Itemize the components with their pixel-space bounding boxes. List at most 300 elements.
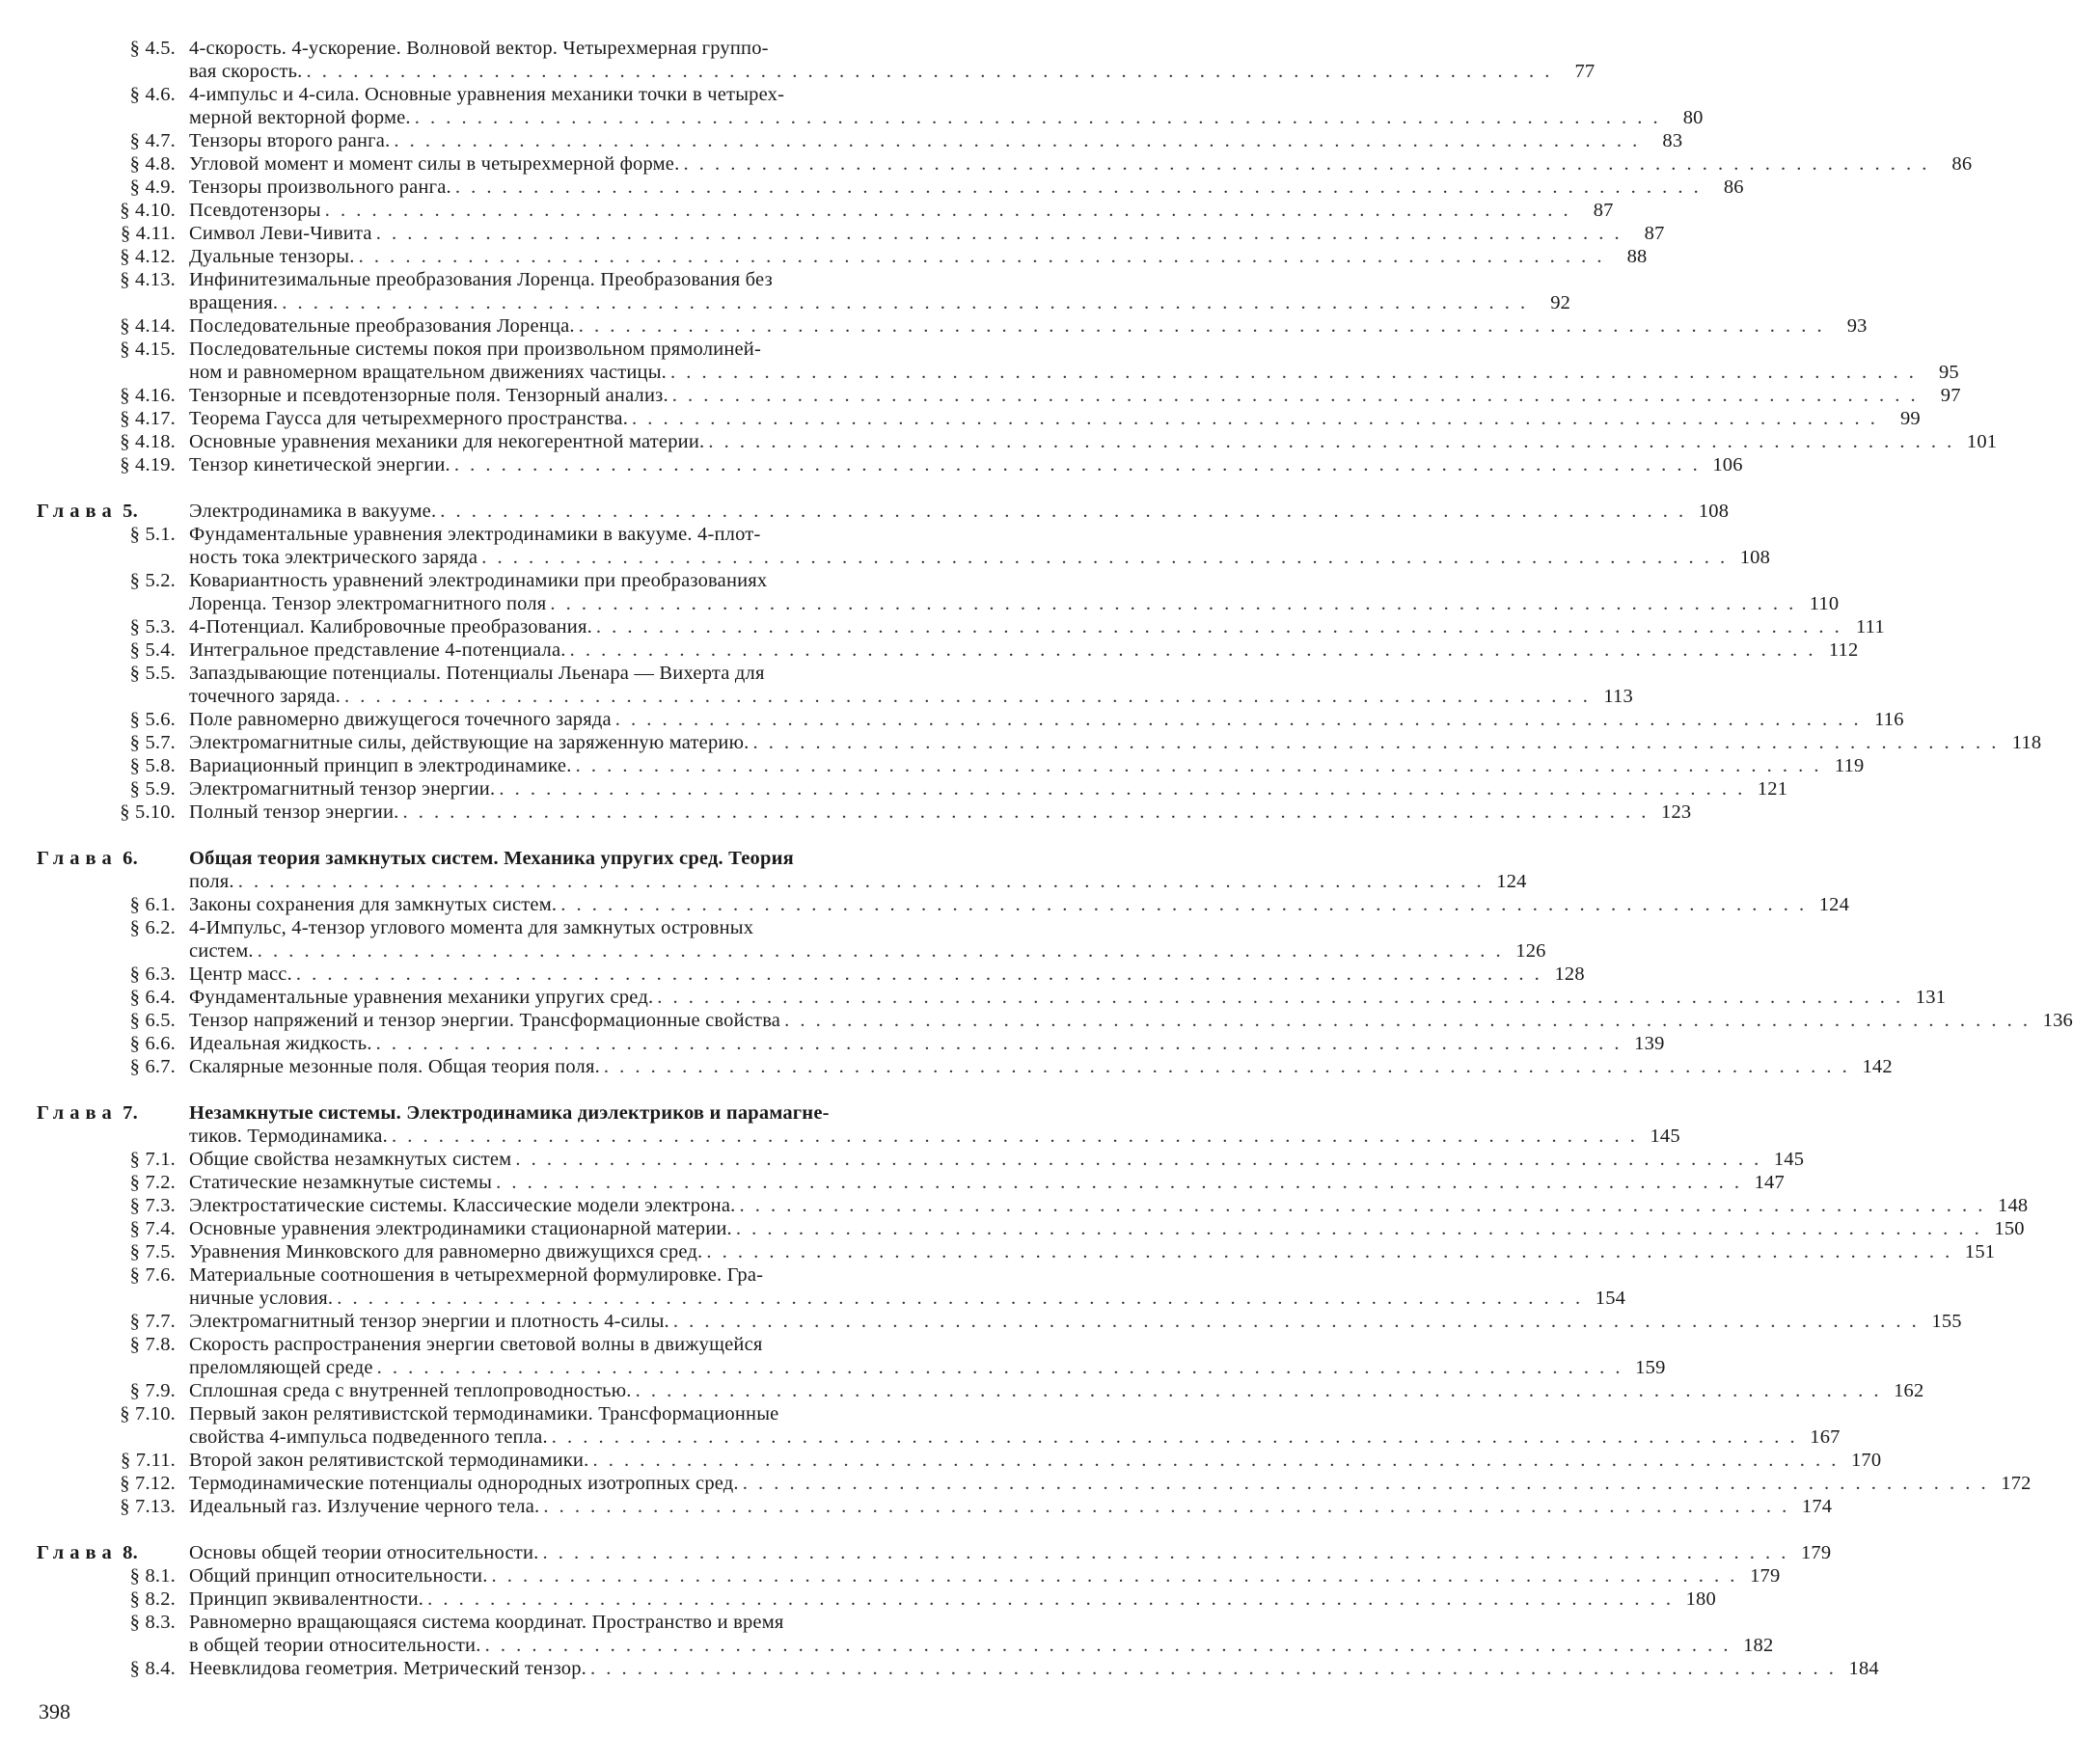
entry-title — [189, 662, 1633, 708]
page-ref: 106 — [1712, 454, 1743, 475]
title-line: Полный тензор энергии. — [189, 801, 399, 823]
title-line: ность тока электрического заряда — [189, 547, 478, 568]
title-last-line — [189, 939, 1546, 963]
title-last-line — [189, 1310, 1962, 1333]
page-ref: 110 — [1809, 593, 1840, 614]
title-line: Равномерно вращающаяся система координат. Пространство и время — [189, 1612, 784, 1633]
title-last-line — [189, 1634, 1773, 1657]
dot-leader: . . . . . . . . . . . . . . . . . . . . . . . . . . . . . . . . . . . . . . . . . . . . . . . . . . . . . . . . . . . . . . . . . . . . . . . . . . . . . . . . — [683, 153, 1930, 175]
title-line: Тензоры произвольного ранга. — [189, 176, 451, 198]
title-last-line — [189, 129, 1682, 152]
title-line: Электромагнитные силы, действующие на заряженную материю. — [189, 732, 750, 753]
group-spacer — [37, 476, 1011, 500]
dot-leader: . . . . . . . . . . . . . . . . . . . . . . . . . . . . . . . . . . . . . . . . . . . . . . . . . . . . . . . . . . . . . . . . . . . . . . . . . . . . . . . . — [499, 778, 1746, 800]
toc-entry[interactable] — [37, 777, 1788, 801]
toc-entry[interactable] — [37, 1588, 1716, 1611]
dot-leader: . . . . . . . . . . . . . . . . . . . . . . . . . . . . . . . . . . . . . . . . . . . . . . . . . . . . . . . . . . . . . . . . . . . . . . . . . . . . . . . . — [391, 1126, 1638, 1147]
title-line: Последовательные преобразования Лоренца. — [189, 315, 575, 337]
title-line: Уравнения Минковского для равномерно движущихся сред. — [189, 1241, 703, 1262]
dot-leader: . . . . . . . . . . . . . . . . . . . . . . . . . . . . . . . . . . . . . . . . . . . . . . . . . . . . . . . . . . . . . . . . . . . . . . . . . . . . . . . . — [414, 107, 1661, 128]
title-last-line — [189, 708, 1904, 731]
dot-leader: . . . . . . . . . . . . . . . . . . . . . . . . . . . . . . . . . . . . . . . . . . . . . . . . . . . . . . . . . . . . . . . . . . . . . . . . . . . . . . . . — [481, 547, 1729, 568]
title-last-line — [189, 754, 1864, 777]
page-ref: 180 — [1685, 1588, 1716, 1610]
toc-entry[interactable] — [37, 407, 1921, 430]
section-number: § 6.3. — [129, 963, 176, 985]
section-number: § 5.5. — [129, 663, 176, 684]
dot-leader: . . . . . . . . . . . . . . . . . . . . . . . . . . . . . . . . . . . . . . . . . . . . . . . . . . . . . . . . . . . . . . . . . . . . . . . . . . . . . . . . — [595, 616, 1842, 638]
title-last-line — [189, 1287, 1625, 1310]
entry-title — [189, 569, 1839, 615]
toc-entry[interactable] — [37, 1009, 2073, 1032]
title-line: Символ Леви-Чивита — [189, 223, 372, 244]
title-line: преломляющей среде — [189, 1357, 373, 1378]
toc-entry[interactable] — [37, 986, 1947, 1009]
entry-title — [189, 1217, 2025, 1240]
section-number: § 5.7. — [129, 732, 176, 753]
dot-leader: . . . . . . . . . . . . . . . . . . . . . . . . . . . . . . . . . . . . . . . . . . . . . . . . . . . . . . . . . . . . . . . . . . . . . . . . . . . . . . . . — [453, 454, 1701, 475]
toc-entry[interactable] — [37, 1263, 1626, 1310]
entry-title — [189, 1495, 1832, 1518]
title-line: 4-Потенциал. Калибровочные преобразования. — [189, 616, 592, 638]
dot-leader: . . . . . . . . . . . . . . . . . . . . . . . . . . . . . . . . . . . . . . . . . . . . . . . . . . . . . . . . . . . . . . . . . . . . . . . . . . . . . . . . — [454, 176, 1702, 198]
section-number: § 7.10. — [120, 1403, 176, 1425]
section-number: § 4.12. — [120, 246, 176, 267]
toc-entry[interactable] — [37, 245, 1648, 268]
entry-title — [189, 963, 1585, 986]
toc-entry[interactable] — [37, 1055, 1893, 1078]
chapter-label: Глава — [37, 1542, 118, 1563]
page-ref: 145 — [1773, 1149, 1805, 1170]
page-ref: 87 — [1593, 200, 1614, 221]
toc-entry[interactable] — [37, 83, 1704, 129]
toc-entry[interactable] — [37, 801, 1692, 824]
title-last-line — [189, 1472, 2032, 1495]
entry-title — [189, 37, 1595, 83]
dot-leader: . . . . . . . . . . . . . . . . . . . . . . . . . . . . . . . . . . . . . . . . . . . . . . . . . . . . . . . . . . . . . . . . . . . . . . . . . . . . . . . . — [295, 963, 1542, 985]
chapter-number-value: 7. — [117, 1102, 138, 1124]
page-ref: 126 — [1515, 940, 1546, 962]
title-line: Второй закон релятивистской термодинамики. — [189, 1450, 589, 1471]
title-line: 4-Импульс, 4-тензор углового момента для замкнутых островных — [189, 917, 754, 938]
title-last-line — [189, 1055, 1893, 1078]
toc-entry[interactable] — [37, 893, 1850, 916]
title-last-line — [189, 1564, 1780, 1588]
title-line: Электростатические системы. Классические модели электрона. — [189, 1195, 736, 1216]
toc-entry[interactable] — [37, 176, 1744, 199]
chapter-heading[interactable] — [37, 500, 1730, 523]
chapter-number — [37, 1101, 189, 1148]
title-last-line — [189, 731, 2041, 754]
toc-entry[interactable] — [37, 338, 1959, 384]
toc-entry[interactable] — [37, 1402, 1841, 1449]
dot-leader: . . . . . . . . . . . . . . . . . . . . . . . . . . . . . . . . . . . . . . . . . . . . . . . . . . . . . . . . . . . . . . . . . . . . . . . . . . . . . . . . — [578, 315, 1825, 337]
toc-entry[interactable] — [37, 1564, 1781, 1588]
dot-leader: . . . . . . . . . . . . . . . . . . . . . . . . . . . . . . . . . . . . . . . . . . . . . . . . . . . . . . . . . . . . . . . . . . . . . . . . . . . . . . . . — [603, 1056, 1850, 1077]
section-number: § 5.3. — [129, 616, 176, 638]
dot-leader: . . . . . . . . . . . . . . . . . . . . . . . . . . . . . . . . . . . . . . . . . . . . . . . . . . . . . . . . . . . . . . . . . . . . . . . . . . . . . . . . — [402, 801, 1650, 823]
section-number: § 7.13. — [120, 1496, 176, 1517]
title-line: Идеальная жидкость. — [189, 1033, 372, 1054]
toc-entry[interactable] — [37, 1240, 1996, 1263]
title-line: Первый закон релятивистской термодинамики. Трансформационные — [189, 1403, 779, 1425]
title-line: Запаздывающие потенциалы. Потенциалы Льенара — Вихерта для — [189, 663, 765, 684]
dot-leader: . . . . . . . . . . . . . . . . . . . . . . . . . . . . . . . . . . . . . . . . . . . . . . . . . . . . . . . . . . . . . . . . . . . . . . . . . . . . . . . . — [635, 1380, 1882, 1401]
title-line: 4-скорость. 4-ускорение. Волновой вектор. Четырехмерная группо- — [189, 38, 769, 59]
toc-entry[interactable] — [37, 1657, 1879, 1680]
dot-leader: . . . . . . . . . . . . . . . . . . . . . . . . . . . . . . . . . . . . . . . . . . . . . . . . . . . . . . . . . . . . . . . . . . . . . . . . . . . . . . . . — [735, 1218, 1982, 1239]
entry-title — [189, 1333, 1666, 1379]
section-number: § 7.11. — [120, 1450, 176, 1471]
entry-title — [189, 1402, 1841, 1449]
entry-title — [189, 1009, 2073, 1032]
title-last-line — [189, 777, 1787, 801]
section-number: § 6.6. — [129, 1033, 176, 1054]
dot-leader: . . . . . . . . . . . . . . . . . . . . . . . . . . . . . . . . . . . . . . . . . . . . . . . . . . . . . . . . . . . . . . . . . . . . . . . . . . . . . . . . — [344, 686, 1591, 707]
title-last-line — [189, 453, 1743, 476]
entry-title — [189, 152, 1972, 176]
title-last-line — [189, 1125, 1680, 1148]
page-ref: 172 — [2001, 1473, 2032, 1494]
entry-title — [189, 1171, 1785, 1194]
toc-entry[interactable] — [37, 453, 1743, 476]
entry-title — [189, 199, 1614, 222]
toc-entry[interactable] — [37, 37, 1596, 83]
title-last-line — [189, 1425, 1841, 1449]
section-number: § 6.2. — [129, 917, 176, 938]
toc-entry[interactable] — [37, 638, 1859, 662]
title-last-line — [189, 1148, 1804, 1171]
page-ref: 155 — [1931, 1311, 1962, 1332]
chapter-heading[interactable] — [37, 1541, 1832, 1564]
page-ref: 128 — [1554, 963, 1585, 985]
toc-entry[interactable] — [37, 662, 1633, 708]
title-line: Фундаментальные уравнения электродинамики в вакууме. 4-плот- — [189, 524, 761, 545]
title-line: Электромагнитный тензор энергии и плотность 4-силы. — [189, 1311, 669, 1332]
page-ref: 86 — [1723, 176, 1744, 198]
title-last-line — [189, 245, 1647, 268]
entry-title — [189, 523, 1770, 569]
section-number: § 6.4. — [129, 987, 176, 1008]
title-line: Скалярные мезонные поля. Общая теория поля. — [189, 1056, 600, 1077]
title-last-line — [189, 1541, 1831, 1564]
dot-leader: . . . . . . . . . . . . . . . . . . . . . . . . . . . . . . . . . . . . . . . . . . . . . . . . . . . . . . . . . . . . . . . . . . . . . . . . . . . . . . . . — [784, 1010, 2031, 1031]
title-last-line — [189, 963, 1585, 986]
entry-title — [189, 129, 1682, 152]
title-last-line — [189, 801, 1691, 824]
page-ref: 99 — [1899, 408, 1921, 429]
section-number: § 6.5. — [129, 1010, 176, 1031]
dot-leader: . . . . . . . . . . . . . . . . . . . . . . . . . . . . . . . . . . . . . . . . . . . . . . . . . . . . . . . . . . . . . . . . . . . . . . . . . . . . . . . . — [657, 987, 1904, 1008]
title-line: Общая теория замкнутых систем. Механика упругих сред. Теория — [189, 848, 794, 869]
title-line: Электромагнитный тензор энергии. — [189, 778, 496, 800]
title-last-line — [189, 384, 1961, 407]
dot-leader: . . . . . . . . . . . . . . . . . . . . . . . . . . . . . . . . . . . . . . . . . . . . . . . . . . . . . . . . . . . . . . . . . . . . . . . . . . . . . . . . — [440, 501, 1687, 522]
title-last-line — [189, 291, 1570, 314]
chapter-label: Глава — [37, 848, 118, 869]
toc-entry[interactable] — [37, 1495, 1833, 1518]
toc-entry[interactable] — [37, 754, 1865, 777]
dot-leader: . . . . . . . . . . . . . . . . . . . . . . . . . . . . . . . . . . . . . . . . . . . . . . . . . . . . . . . . . . . . . . . . . . . . . . . . . . . . . . . . — [542, 1542, 1789, 1563]
section-number: § 7.1. — [129, 1149, 176, 1170]
page-ref: 151 — [1964, 1241, 1996, 1262]
title-line: Общий принцип относительности. — [189, 1565, 488, 1587]
title-line: Поле равномерно движущегося точечного заряда — [189, 709, 612, 730]
title-line: Электродинамика в вакууме. — [189, 501, 437, 522]
title-last-line — [189, 1495, 1832, 1518]
title-line: Псевдотензоры — [189, 200, 321, 221]
section-number: § 4.8. — [129, 153, 176, 175]
page-ref: 101 — [1966, 431, 1998, 452]
entry-title — [189, 1263, 1625, 1310]
toc-entry[interactable] — [37, 1194, 2029, 1217]
title-line: Скорость распространения энергии световой волны в движущейся — [189, 1334, 763, 1355]
title-line: Вариационный принцип в электродинамике. — [189, 755, 572, 776]
dot-leader: . . . . . . . . . . . . . . . . . . . . . . . . . . . . . . . . . . . . . . . . . . . . . . . . . . . . . . . . . . . . . . . . . . . . . . . . . . . . . . . . — [257, 940, 1504, 962]
title-last-line — [189, 60, 1595, 83]
entry-title — [189, 638, 1858, 662]
title-last-line — [189, 1009, 2073, 1032]
toc-entry[interactable] — [37, 1449, 1882, 1472]
dot-leader: . . . . . . . . . . . . . . . . . . . . . . . . . . . . . . . . . . . . . . . . . . . . . . . . . . . . . . . . . . . . . . . . . . . . . . . . . . . . . . . . — [706, 1241, 1953, 1262]
toc-entry[interactable] — [37, 963, 1585, 986]
group-spacer — [37, 824, 1011, 847]
dot-leader: . . . . . . . . . . . . . . . . . . . . . . . . . . . . . . . . . . . . . . . . . . . . . . . . . . . . . . . . . . . . . . . . . . . . . . . . . . . . . . . . — [484, 1635, 1732, 1656]
title-last-line — [189, 1217, 2025, 1240]
toc-entry[interactable] — [37, 1379, 1924, 1402]
toc-entry[interactable] — [37, 708, 1904, 731]
page-ref: 162 — [1894, 1380, 1924, 1401]
title-line: вая скорость. — [189, 61, 303, 82]
title-last-line — [189, 106, 1704, 129]
title-line: Общие свойства незамкнутых систем — [189, 1149, 512, 1170]
page-ref: 113 — [1603, 686, 1633, 707]
section-number: § 4.10. — [120, 200, 176, 221]
toc-entry[interactable] — [37, 1148, 1805, 1171]
dot-leader: . . . . . . . . . . . . . . . . . . . . . . . . . . . . . . . . . . . . . . . . . . . . . . . . . . . . . . . . . . . . . . . . . . . . . . . . . . . . . . . . — [237, 871, 1485, 892]
dot-leader: . . . . . . . . . . . . . . . . . . . . . . . . . . . . . . . . . . . . . . . . . . . . . . . . . . . . . . . . . . . . . . . . . . . . . . . . . . . . . . . . — [614, 709, 1862, 730]
toc-entry[interactable] — [37, 384, 1961, 407]
entry-title — [189, 407, 1921, 430]
entry-title — [189, 1148, 1804, 1171]
section-number: § 7.3. — [129, 1195, 176, 1216]
toc-entry[interactable] — [37, 129, 1683, 152]
section-number: § 5.6. — [129, 709, 176, 730]
entry-title — [189, 1101, 1680, 1148]
entry-title — [189, 430, 1997, 453]
entry-title — [189, 916, 1546, 963]
section-number: § 7.4. — [129, 1218, 176, 1239]
page-ref: 118 — [2011, 732, 2042, 753]
dot-leader: . . . . . . . . . . . . . . . . . . . . . . . . . . . . . . . . . . . . . . . . . . . . . . . . . . . . . . . . . . . . . . . . . . . . . . . . . . . . . . . . — [496, 1172, 1742, 1193]
title-line: систем. — [189, 940, 254, 962]
toc-entry[interactable] — [37, 199, 1614, 222]
title-line: Дуальные тензоры. — [189, 246, 355, 267]
toc-entry[interactable] — [37, 916, 1546, 963]
toc-entry[interactable] — [37, 1217, 2025, 1240]
title-line: Последовательные системы покоя при произвольном прямолиней- — [189, 339, 761, 360]
section-number: § 4.17. — [120, 408, 176, 429]
page-ref: 139 — [1634, 1033, 1665, 1054]
section-number: § 7.9. — [129, 1380, 176, 1401]
title-line: ничные условия. — [189, 1288, 334, 1309]
toc-entry[interactable] — [37, 1171, 1785, 1194]
title-line: Термодинамические потенциалы однородных изотропных сред. — [189, 1473, 739, 1494]
entry-title — [189, 847, 1527, 893]
title-last-line — [189, 592, 1839, 615]
chapter-heading[interactable] — [37, 847, 1527, 893]
toc-entry[interactable] — [37, 314, 1868, 338]
page-ref: 124 — [1496, 871, 1527, 892]
dot-leader: . . . . . . . . . . . . . . . . . . . . . . . . . . . . . . . . . . . . . . . . . . . . . . . . . . . . . . . . . . . . . . . . . . . . . . . . . . . . . . . . — [670, 362, 1917, 383]
entry-title — [189, 1611, 1773, 1657]
page-ref: 145 — [1650, 1126, 1680, 1147]
toc-entry[interactable] — [37, 523, 1771, 569]
page-ref: 150 — [1994, 1218, 2025, 1239]
page-ref: 142 — [1862, 1056, 1893, 1077]
title-last-line — [189, 500, 1729, 523]
section-number: § 4.18. — [120, 431, 176, 452]
chapter-label: Глава — [37, 1102, 118, 1124]
chapter-heading[interactable] — [37, 1101, 1680, 1148]
dot-leader: . . . . . . . . . . . . . . . . . . . . . . . . . . . . . . . . . . . . . . . . . . . . . . . . . . . . . . . . . . . . . . . . . . . . . . . . . . . . . . . . — [632, 408, 1878, 429]
title-line: Центр масс. — [189, 963, 292, 985]
section-number: § 7.5. — [129, 1241, 176, 1262]
entry-title — [189, 1032, 1665, 1055]
toc-entry[interactable] — [37, 1310, 1962, 1333]
toc-entry[interactable] — [37, 152, 1973, 176]
page-ref: 123 — [1661, 801, 1692, 823]
title-line: Ковариантность уравнений электродинамики при преобразованиях — [189, 570, 768, 591]
page-ref: 119 — [1834, 755, 1865, 776]
chapter-number-value: 5. — [117, 501, 138, 522]
section-number: § 7.6. — [129, 1264, 176, 1286]
section-number: § 4.6. — [129, 84, 176, 105]
dot-leader: . . . . . . . . . . . . . . . . . . . . . . . . . . . . . . . . . . . . . . . . . . . . . . . . . . . . . . . . . . . . . . . . . . . . . . . . . . . . . . . . — [672, 1311, 1920, 1332]
title-line: Неевклидова геометрия. Метрический тензор. — [189, 1658, 586, 1679]
entry-title — [189, 176, 1744, 199]
entry-title — [189, 268, 1570, 314]
title-last-line — [189, 1356, 1666, 1379]
toc-entry[interactable] — [37, 1611, 1774, 1657]
title-line: Тензоры второго ранга. — [189, 130, 391, 151]
page-ref: 154 — [1595, 1288, 1626, 1309]
dot-leader: . . . . . . . . . . . . . . . . . . . . . . . . . . . . . . . . . . . . . . . . . . . . . . . . . . . . . . . . . . . . . . . . . . . . . . . . . . . . . . . . — [739, 1195, 1986, 1216]
entry-title — [189, 777, 1787, 801]
title-last-line — [189, 893, 1849, 916]
entry-title — [189, 500, 1729, 523]
chapter-number — [37, 500, 189, 523]
dot-leader: . . . . . . . . . . . . . . . . . . . . . . . . . . . . . . . . . . . . . . . . . . . . . . . . . . . . . . . . . . . . . . . . . . . . . . . . . . . . . . . . — [491, 1565, 1738, 1587]
page-ref: 92 — [1550, 292, 1571, 313]
page-ref: 184 — [1848, 1658, 1879, 1679]
section-number: § 6.7. — [129, 1056, 176, 1077]
dot-leader: . . . . . . . . . . . . . . . . . . . . . . . . . . . . . . . . . . . . . . . . . . . . . . . . . . . . . . . . . . . . . . . . . . . . . . . . . . . . . . . . — [550, 593, 1797, 614]
title-line: вращения. — [189, 292, 279, 313]
dot-leader: . . . . . . . . . . . . . . . . . . . . . . . . . . . . . . . . . . . . . . . . . . . . . . . . . . . . . . . . . . . . . . . . . . . . . . . . . . . . . . . . — [337, 1288, 1584, 1309]
entry-title — [189, 314, 1868, 338]
title-line: Интегральное представление 4-потенциала. — [189, 639, 566, 661]
page-ref: 116 — [1874, 709, 1904, 730]
toc-entry[interactable] — [37, 1472, 2032, 1495]
toc-entry[interactable] — [37, 569, 1840, 615]
title-line: Теорема Гаусса для четырехмерного пространства. — [189, 408, 629, 429]
section-number: § 6.1. — [129, 894, 176, 915]
title-last-line — [189, 638, 1858, 662]
toc-entry[interactable] — [37, 222, 1665, 245]
table-of-contents — [37, 37, 2073, 1680]
toc-entry[interactable] — [37, 731, 2042, 754]
dot-leader: . . . . . . . . . . . . . . . . . . . . . . . . . . . . . . . . . . . . . . . . . . . . . . . . . . . . . . . . . . . . . . . . . . . . . . . . . . . . . . . . — [324, 200, 1571, 221]
title-line: Инфинитезимальные преобразования Лоренца. Преобразования без — [189, 269, 773, 290]
title-last-line — [189, 1171, 1785, 1194]
title-last-line — [189, 152, 1972, 176]
title-line: мерной векторной форме. — [189, 107, 411, 128]
title-line: Тензор напряжений и тензор энергии. Трансформационные свойства — [189, 1010, 781, 1031]
entry-title — [189, 1588, 1716, 1611]
title-last-line — [189, 222, 1665, 245]
page-ref: 159 — [1635, 1357, 1666, 1378]
title-last-line — [189, 1379, 1923, 1402]
section-number: § 7.2. — [129, 1172, 176, 1193]
title-last-line — [189, 1194, 2028, 1217]
page-number: 398 — [39, 1699, 70, 1723]
page-ref: 108 — [1698, 501, 1730, 522]
section-number: § 4.14. — [120, 315, 176, 337]
title-last-line — [189, 430, 1997, 453]
page-ref: 111 — [1855, 616, 1885, 638]
toc-entry[interactable] — [37, 430, 1998, 453]
entry-title — [189, 222, 1665, 245]
section-number: § 4.5. — [129, 38, 176, 59]
title-last-line — [189, 685, 1633, 708]
entry-title — [189, 1310, 1962, 1333]
title-line: Незамкнутые системы. Электродинамика диэлектриков и парамагне- — [189, 1102, 830, 1124]
entry-title — [189, 1240, 1995, 1263]
entry-title — [189, 83, 1704, 129]
dot-leader: . . . . . . . . . . . . . . . . . . . . . . . . . . . . . . . . . . . . . . . . . . . . . . . . . . . . . . . . . . . . . . . . . . . . . . . . . . . . . . . . — [569, 639, 1816, 661]
title-last-line — [189, 407, 1921, 430]
page-ref: 87 — [1644, 223, 1665, 244]
section-number: § 7.12. — [120, 1473, 176, 1494]
title-last-line — [189, 1588, 1716, 1611]
entry-title — [189, 453, 1743, 476]
entry-title — [189, 1194, 2028, 1217]
section-number: § 4.11. — [120, 223, 176, 244]
title-line: тиков. Термодинамика. — [189, 1126, 388, 1147]
page-ref: 136 — [2042, 1010, 2073, 1031]
page-ref: 93 — [1846, 315, 1868, 337]
page-ref: 77 — [1574, 61, 1596, 82]
dot-leader: . . . . . . . . . . . . . . . . . . . . . . . . . . . . . . . . . . . . . . . . . . . . . . . . . . . . . . . . . . . . . . . . . . . . . . . . . . . . . . . . — [543, 1496, 1790, 1517]
chapter-number — [37, 1541, 189, 1564]
entry-title — [189, 754, 1864, 777]
title-line: Основы общей теории относительности. — [189, 1542, 539, 1563]
section-number: § 4.16. — [120, 385, 176, 406]
page-ref: 170 — [1850, 1450, 1882, 1471]
dot-leader: . . . . . . . . . . . . . . . . . . . . . . . . . . . . . . . . . . . . . . . . . . . . . . . . . . . . . . . . . . . . . . . . . . . . . . . . . . . . . . . . — [592, 1450, 1840, 1471]
toc-entry[interactable] — [37, 615, 1885, 638]
page-ref: 131 — [1915, 987, 1947, 1008]
entry-title — [189, 615, 1885, 638]
page-ref: 179 — [1800, 1542, 1832, 1563]
toc-entry[interactable] — [37, 1333, 1666, 1379]
toc-entry[interactable] — [37, 1032, 1665, 1055]
title-line: Идеальный газ. Излучение черного тела. — [189, 1496, 540, 1517]
section-number: § 5.10. — [120, 801, 176, 823]
toc-entry[interactable] — [37, 268, 1571, 314]
title-line: Фундаментальные уравнения механики упругих сред. — [189, 987, 654, 1008]
